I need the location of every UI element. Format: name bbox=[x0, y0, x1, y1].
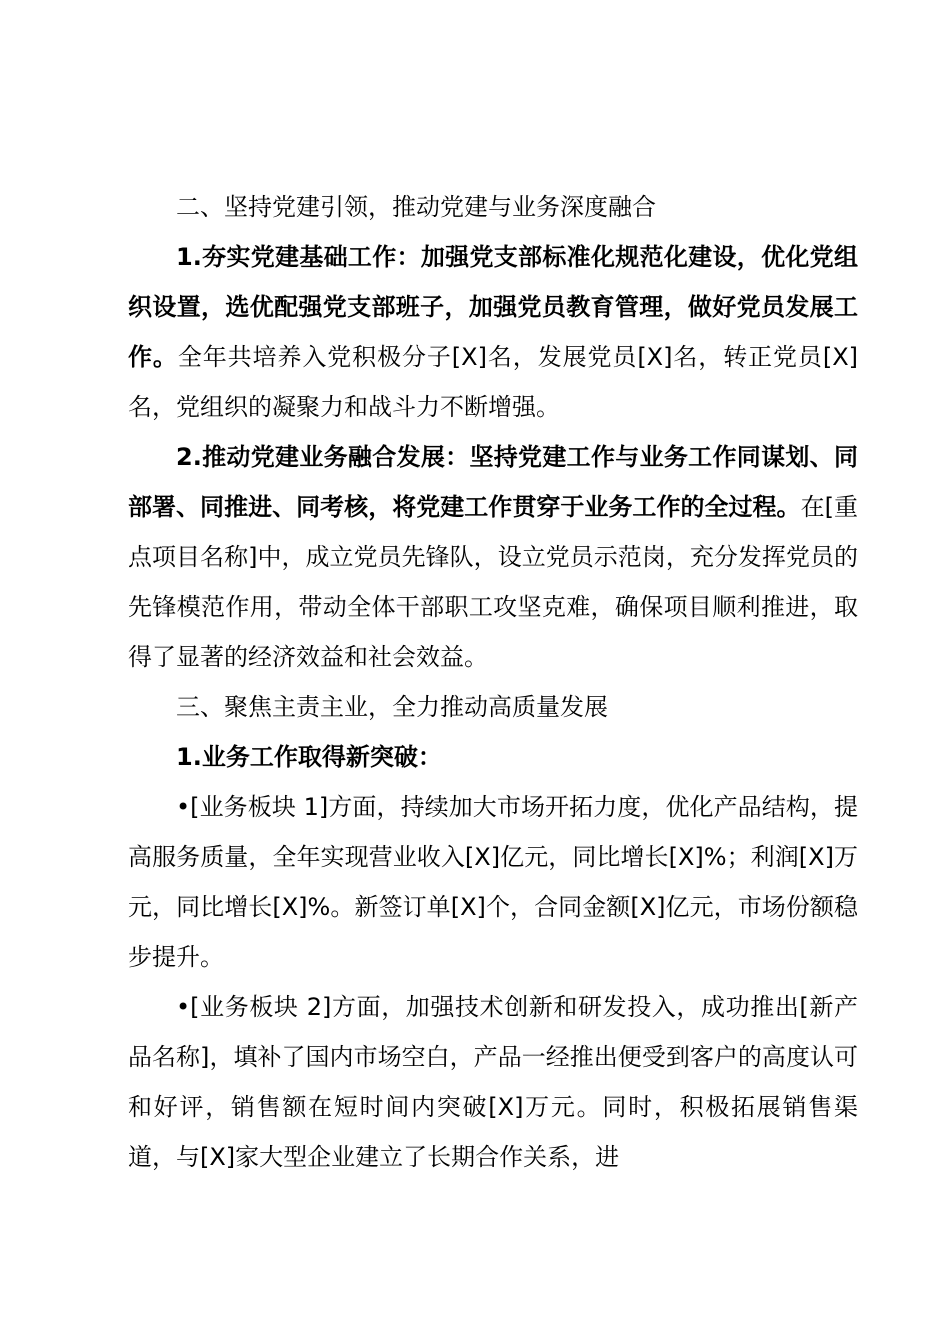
bullet-business-segment-2: •[业务板块 2]方面，加强技术创新和研发投入，成功推出[新产品名称]，填补了国内市场空白，产品一经推出便受到客户的高度认可和好评，销售额在短时间内突破[X]万元。同时，积极拓展销售渠道，与[X]家大型企业建立了长期合作关系，进 bbox=[128, 993, 858, 1171]
paragraph-party-business-integration bbox=[128, 432, 858, 682]
section-heading-2: 二、坚持党建引领，推动党建与业务深度融合 bbox=[176, 193, 656, 221]
paragraph-body: 在[重点项目名称]中，成立党员先锋队，设立党员示范岗，充分发挥党员的先锋模范作用，带动全体干部职工攻坚克难，确保项目顺利推进，取得了显著的经济效益和社会效益。 bbox=[128, 493, 858, 671]
bullet-business-segment-1: •[业务板块 1]方面，持续加大市场开拓力度，优化产品结构，提高服务质量，全年实现营业收入[X]亿元，同比增长[X]%；利润[X]万元，同比增长[X]%。新签订单[X]个，合同金额[X]亿元，市场份额稳步提升。 bbox=[128, 793, 858, 971]
subsection-heading: 1.业务工作取得新突破： bbox=[176, 743, 442, 771]
paragraph-body: 全年共培养入党积极分子[X]名，发展党员[X]名，转正党员[X]名，党组织的凝聚力和战斗力不断增强。 bbox=[128, 343, 859, 421]
document-page bbox=[128, 182, 858, 1182]
section-heading-3: 三、聚焦主责主业，全力推动高质量发展 bbox=[176, 693, 608, 721]
paragraph-lead-bold: 2.推动党建业务融合发展：坚持党建工作与业务工作同谋划、同部署、同推进、同考核，将党建工作贯穿于业务工作的全过程。 bbox=[128, 443, 858, 521]
paragraph-lead-bold: 1.夯实党建基础工作：加强党支部标准化规范化建设，优化党组织设置，选优配强党支部班子，加强党员教育管理，做好党员发展工作。 bbox=[128, 243, 858, 371]
paragraph-party-foundation bbox=[128, 232, 858, 432]
